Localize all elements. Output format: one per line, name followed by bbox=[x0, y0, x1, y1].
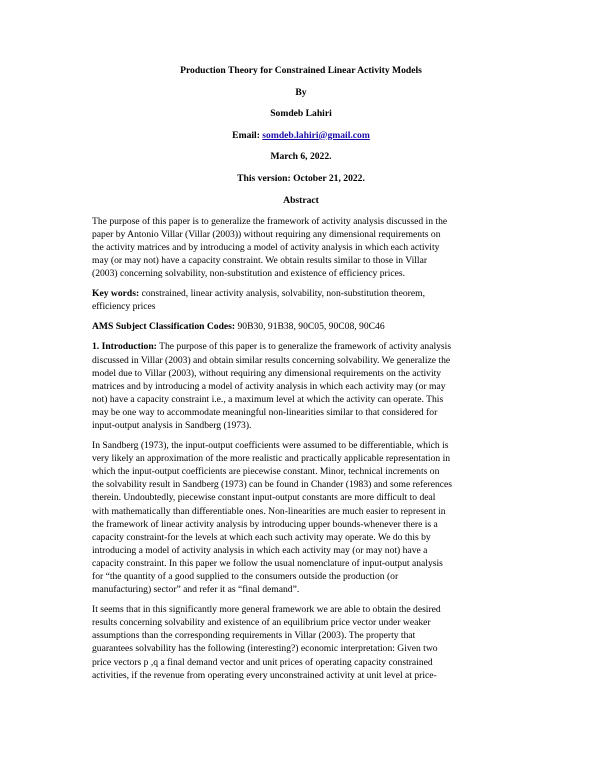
paper-title: Production Theory for Constrained Linear Activity Models bbox=[180, 65, 422, 76]
body-line: therein. Undoubtedly, piecewise constant input-output constants are more difficult to deal bbox=[92, 492, 436, 504]
paper-date: March 6, 2022. bbox=[270, 151, 332, 163]
abstract-line: may (or may not) have a capacity constraint. We obtain results similar to those in Villar bbox=[92, 254, 428, 266]
keywords-text: constrained, linear activity analysis, solvability, non-substitution theorem, bbox=[139, 288, 425, 300]
intro-line: not) have a capacity constraint i.e., a maximum level at which the activity can operate. This bbox=[92, 393, 444, 405]
paragraph-framework bbox=[92, 603, 510, 682]
body-line: the framework of linear activity analysis by introducing upper bounds-whenever there is a bbox=[92, 518, 438, 530]
body-line: the solvability result in Sandberg (1973) can be found in Chander (1983) and some references bbox=[92, 479, 453, 491]
body-line: activities, if the revenue from operating every unconstrained activity at unit level at price- bbox=[92, 669, 437, 681]
page-content bbox=[92, 64, 510, 682]
abstract-text bbox=[92, 215, 510, 280]
intro-line: discussed in Villar (2003) and obtain similar results concerning solvability. We generalize the bbox=[92, 354, 451, 366]
body-line: In Sandberg (1973), the input-output coefficients were assumed to be differentiable, which is bbox=[92, 440, 449, 452]
by-line: By bbox=[295, 86, 307, 98]
intro-heading: 1. Introduction: bbox=[92, 341, 157, 353]
abstract-line: the activity matrices and by introducing a model of activity analysis in which each activity bbox=[92, 241, 440, 253]
ams-value: 90B30, 91B38, 90C05, 90C08, 90C46 bbox=[235, 321, 385, 333]
ams-label: AMS Subject Classification Codes: bbox=[92, 321, 236, 333]
intro-line bbox=[92, 340, 510, 353]
body-line: It seems that in this significantly more general framework we are able to obtain the desired bbox=[92, 604, 441, 616]
intro-line: matrices and by introducing a model of activity analysis in which each activity may (or may bbox=[92, 380, 446, 392]
paragraph-sandberg bbox=[92, 439, 510, 596]
keywords-label: Key words: bbox=[92, 288, 140, 300]
email-line bbox=[92, 129, 510, 142]
body-line: guarantees solvability has the following (interesting?) economic interpretation: Given two bbox=[92, 643, 438, 655]
abstract-line: paper by Antonio Villar (Villar (2003)) without requiring any dimensional requirements on bbox=[92, 228, 441, 240]
author-name: Somdeb Lahiri bbox=[270, 108, 332, 120]
introduction bbox=[92, 340, 510, 432]
body-line: with mathematically than differentiable ones. Non-linearities are much easier to represent in bbox=[92, 505, 446, 517]
body-line: results concerning solvability and existence of an equilibrium price vector under weaker bbox=[92, 617, 431, 629]
abstract-line: (2003) concerning solvability, non-substitution and existence of efficiency prices. bbox=[92, 268, 406, 280]
body-line: price vectors p ,q a final demand vector and unit prices of operating capacity constrained bbox=[92, 656, 433, 668]
intro-text: The purpose of this paper is to generalize the framework of activity analysis bbox=[156, 341, 452, 353]
body-line: assumptions than the corresponding requirements in Villar (2003). The property that bbox=[92, 630, 416, 642]
abstract-line: The purpose of this paper is to generalize the framework of activity analysis discussed in the bbox=[92, 215, 448, 227]
body-line: very likely an approximation of the more realistic and practically applicable representation in bbox=[92, 453, 451, 465]
email-label: Email: bbox=[232, 129, 260, 141]
body-line: capacity constraint. In this paper we follow the usual nomenclature of input-output analysis bbox=[92, 557, 443, 569]
keywords bbox=[92, 287, 510, 313]
keywords-line: efficiency prices bbox=[92, 301, 156, 313]
body-line: introducing a model of activity analysis in which each activity may (or may not) have a bbox=[92, 544, 428, 556]
ams-codes bbox=[92, 320, 510, 333]
keywords-line bbox=[92, 287, 510, 300]
body-line: capacity constraint-for the levels at which each such activity may operate. We do this by bbox=[92, 531, 431, 543]
paper-version: This version: October 21, 2022. bbox=[237, 172, 365, 184]
abstract-heading: Abstract bbox=[283, 194, 319, 206]
body-line: for “the quantity of a good supplied to the consumers outside the production (or bbox=[92, 571, 399, 582]
intro-line: model due to Villar (2003), without requiring any dimensional requirements on the activity bbox=[92, 367, 442, 379]
email-link[interactable]: somdeb.lahiri@gmail.com bbox=[262, 129, 370, 141]
body-line: manufacturing) sector” and refer it as “final demand”. bbox=[92, 584, 300, 596]
intro-line: input-output analysis in Sandberg (1973). bbox=[92, 419, 252, 431]
intro-line: may be one way to accommodate meaningful non-linearities similar to that considered for bbox=[92, 406, 438, 418]
body-line: which the input-output coefficients are piecewise constant. Minor, technical increments on bbox=[92, 466, 440, 478]
